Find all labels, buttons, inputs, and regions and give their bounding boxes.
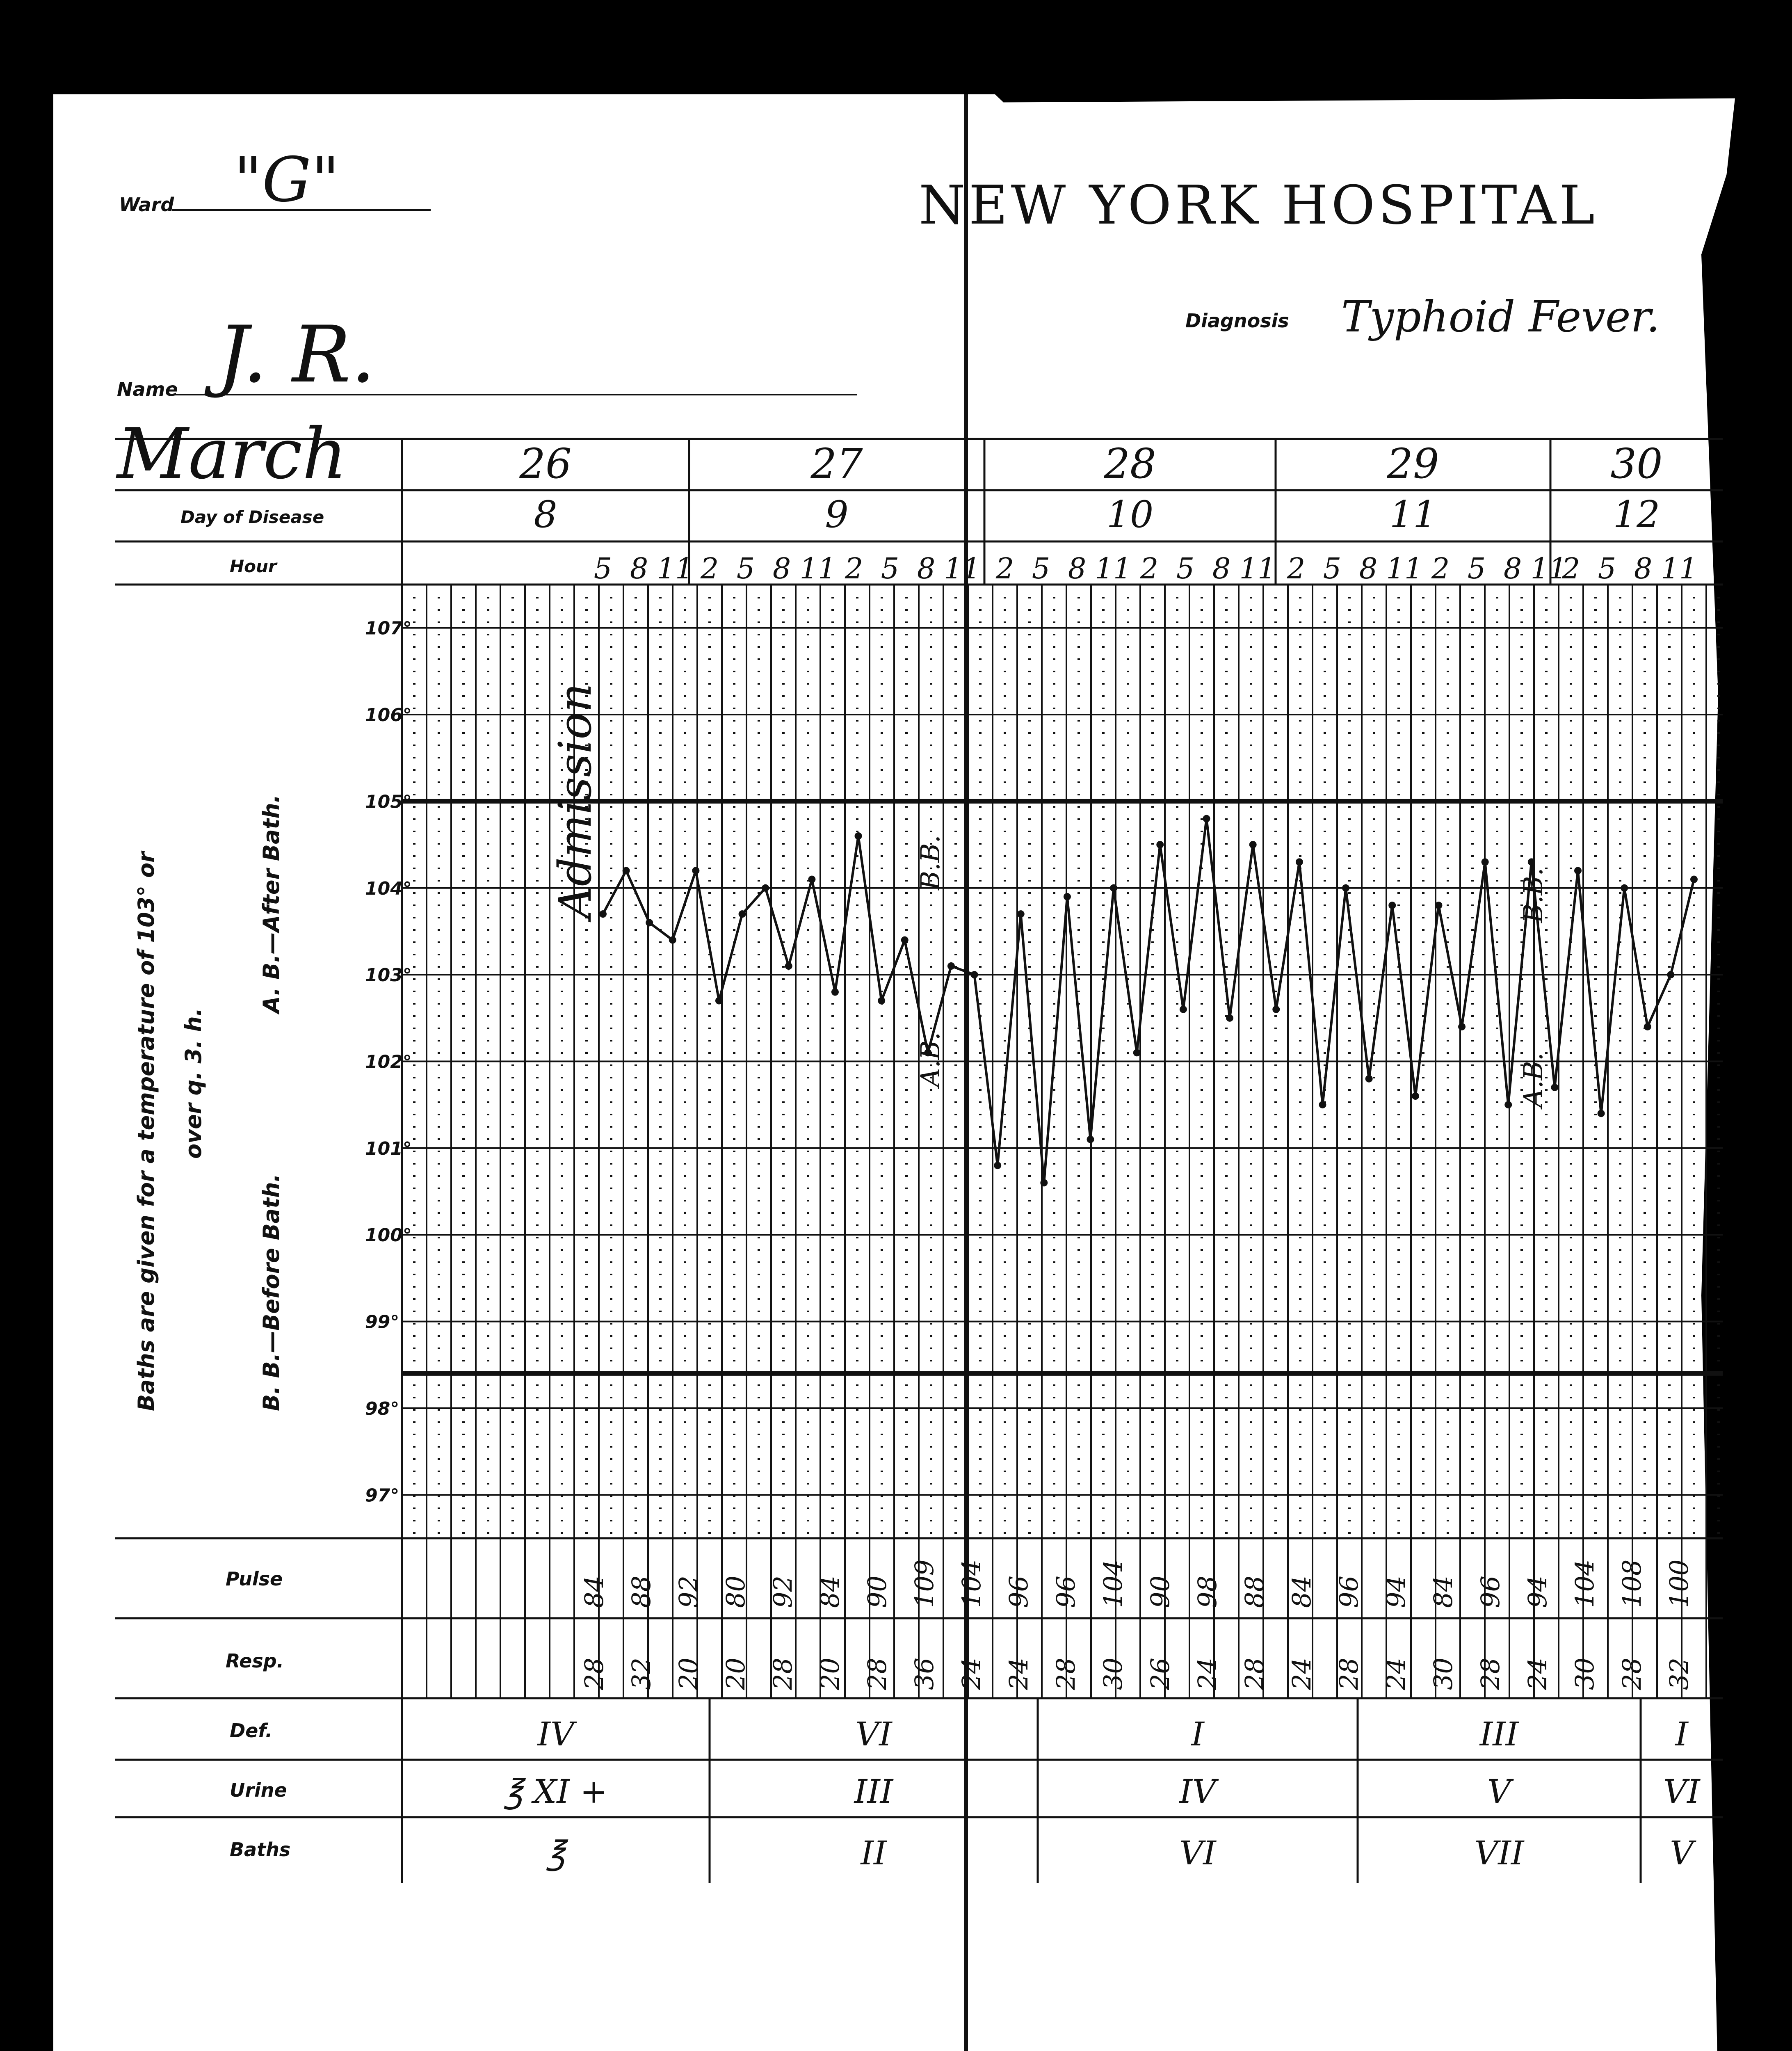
def-value: III (1479, 1715, 1519, 1753)
pulse-value: 96 (1051, 1576, 1081, 1608)
pulse-value: 94 (1523, 1576, 1552, 1608)
resp-value: 32 (1664, 1658, 1694, 1690)
temperature-point (1064, 893, 1071, 900)
day-of-disease-value: 12 (1613, 493, 1660, 536)
temperature-point (669, 936, 676, 944)
ward-value: "G" (234, 144, 340, 216)
resp-value: 24 (1287, 1658, 1317, 1690)
day-of-disease-value: 9 (825, 493, 849, 536)
urine-value: VI (1663, 1772, 1700, 1811)
temperature-point (646, 919, 653, 926)
resp-value: 30 (1428, 1658, 1458, 1690)
date-label: 27 (810, 440, 863, 488)
def-value: VI (855, 1715, 892, 1753)
day-of-disease-value: 10 (1106, 493, 1154, 536)
resp-value: 28 (1617, 1658, 1647, 1690)
hour-label: 5 (1032, 552, 1050, 585)
pulse-value: 100 (1664, 1559, 1694, 1608)
baths-value: V (1670, 1834, 1694, 1872)
hour-label: 5 (1598, 552, 1616, 585)
ward-label: Ward (119, 194, 174, 216)
pulse-value: 88 (1240, 1576, 1269, 1608)
pulse-value: 84 (579, 1576, 609, 1608)
pulse-value: 84 (1428, 1576, 1458, 1608)
pulse-value: 80 (721, 1576, 751, 1608)
resp-value: 28 (768, 1658, 798, 1690)
hour-label: 11 (799, 552, 836, 585)
day-of-disease-value: 8 (534, 493, 557, 536)
pulse-value: 92 (673, 1576, 703, 1608)
temperature-point (855, 832, 862, 840)
temp-axis-label: 98° (365, 1398, 399, 1419)
hour-label: 5 (736, 552, 755, 585)
hour-label: 5 (1323, 552, 1342, 585)
bath-annotation: B.B. (915, 835, 946, 890)
temperature-point (1458, 1023, 1466, 1030)
temperature-point (1040, 1179, 1048, 1186)
temperature-point (1667, 971, 1674, 978)
bath-annotation: A.B. (915, 1032, 946, 1087)
hour-label: 8 (1503, 552, 1522, 585)
temperature-point (1203, 815, 1210, 822)
bath-annotation: B.B. (1518, 868, 1549, 923)
pulse-value: 94 (1381, 1576, 1411, 1608)
bath-annotation: A.B. (1518, 1053, 1549, 1108)
hour-label: 5 (594, 552, 612, 585)
pulse-value: 96 (1334, 1576, 1364, 1608)
resp-value: 20 (673, 1658, 703, 1690)
hour-label: 8 (1068, 552, 1087, 585)
temperature-point (739, 910, 746, 918)
hospital-name: NEW YORK HOSPITAL (919, 174, 1598, 236)
temperature-point (808, 876, 815, 883)
baths-label: Baths (230, 1839, 291, 1861)
pulse-value: 96 (1004, 1576, 1034, 1608)
pulse-value: 108 (1617, 1559, 1647, 1608)
def-value: I (1675, 1715, 1688, 1753)
hour-label: 11 (657, 552, 694, 585)
temperature-point (1249, 841, 1257, 848)
temperature-point (623, 867, 630, 875)
legend-line2: over q. 3. h. (180, 1007, 206, 1159)
temperature-point (1133, 1049, 1141, 1056)
temp-axis-label: 103° (365, 965, 412, 986)
pulse-value: 104 (956, 1559, 986, 1608)
temp-axis-label: 106° (365, 705, 412, 726)
temperature-point (1504, 1101, 1512, 1108)
baths-value: II (861, 1834, 887, 1872)
hour-label: 2 (995, 552, 1014, 585)
pulse-value: 109 (909, 1559, 939, 1608)
hour-label: 11 (1530, 552, 1567, 585)
day-of-disease-value: 11 (1389, 493, 1437, 536)
pulse-value: 104 (1570, 1559, 1600, 1608)
hour-label: 8 (1212, 552, 1231, 585)
temperature-point (947, 962, 955, 970)
pulse-value: 92 (768, 1576, 798, 1608)
hour-label: 2 (1431, 552, 1450, 585)
resp-value: 28 (862, 1658, 892, 1690)
pulse-value: 84 (1287, 1576, 1317, 1608)
hour-label: 8 (772, 552, 791, 585)
pulse-value: 90 (1145, 1576, 1175, 1608)
day-of-disease-label: Day of Disease (180, 507, 324, 527)
diagnosis-label: Diagnosis (1185, 310, 1289, 332)
temperature-point (715, 997, 723, 1005)
hour-label: 2 (1140, 552, 1159, 585)
date-label: 29 (1387, 440, 1439, 488)
resp-value: 28 (1334, 1658, 1364, 1690)
temperature-point (1574, 867, 1582, 875)
hour-label: 2 (1561, 552, 1580, 585)
resp-value: 26 (1145, 1658, 1175, 1690)
temperature-point (1551, 1084, 1558, 1091)
temperature-point (1388, 902, 1396, 909)
temperature-point (1017, 910, 1025, 918)
temperature-point (1644, 1023, 1651, 1030)
temp-axis-label: 104° (365, 878, 412, 899)
hour-label: 2 (700, 552, 719, 585)
def-value: IV (537, 1715, 574, 1753)
temperature-point (785, 962, 792, 970)
temperature-point (1272, 1006, 1280, 1013)
resp-value: 30 (1570, 1658, 1600, 1690)
hour-label: 2 (845, 552, 863, 585)
hour-label: 8 (630, 552, 648, 585)
hour-label: 2 (1287, 552, 1306, 585)
month-label: March (117, 413, 347, 495)
resp-value: 28 (579, 1658, 609, 1690)
resp-value: 30 (1098, 1658, 1128, 1690)
hour-label: 5 (881, 552, 899, 585)
resp-value: 24 (1004, 1658, 1034, 1690)
temperature-point (1598, 1110, 1605, 1117)
temperature-point (1110, 884, 1117, 892)
temp-axis-label: 102° (365, 1051, 412, 1073)
temperature-point (1412, 1092, 1419, 1100)
urine-label: Urine (230, 1779, 287, 1801)
temperature-point (1087, 1136, 1094, 1143)
legend-line1: Baths are given for a temperature of 103° or (133, 852, 159, 1411)
hour-label: 8 (1359, 552, 1378, 585)
temp-axis-label: 101° (365, 1138, 412, 1159)
def-label: Def. (230, 1720, 273, 1742)
resp-value: 24 (1381, 1658, 1411, 1690)
hour-label: Hour (230, 556, 277, 576)
legend-ab: A. B.—After Bath. (258, 794, 284, 1013)
temperature-point (1342, 884, 1349, 892)
temp-axis-label: 99° (365, 1311, 399, 1333)
temperature-point (1156, 841, 1164, 848)
temperature-point (994, 1162, 1001, 1169)
temperature-point (1180, 1006, 1187, 1013)
temp-axis-label: 107° (365, 618, 412, 639)
date-label: 26 (519, 440, 572, 488)
pulse-value: 88 (626, 1576, 656, 1608)
resp-value: 28 (1475, 1658, 1505, 1690)
temperature-point (1435, 902, 1442, 909)
temperature-point (971, 971, 978, 978)
name-value: J. R. (217, 309, 376, 400)
urine-value: V (1487, 1772, 1511, 1811)
resp-value: 24 (1192, 1658, 1222, 1690)
resp-value: 24 (956, 1658, 986, 1690)
hour-label: 8 (917, 552, 936, 585)
resp-label: Resp. (226, 1650, 284, 1672)
temperature-point (1365, 1075, 1373, 1083)
pulse-value: 98 (1192, 1576, 1222, 1608)
temperature-point (1690, 876, 1698, 883)
temperature-point (692, 867, 699, 875)
temperature-point (762, 884, 769, 892)
resp-value: 20 (721, 1658, 751, 1690)
temperature-point (1528, 858, 1535, 866)
resp-value: 36 (909, 1658, 939, 1690)
legend-bb: B. B.—Before Bath. (258, 1174, 284, 1411)
temperature-point (1319, 1101, 1326, 1108)
diagnosis-value: Typhoid Fever. (1341, 292, 1660, 342)
temperature-point (1226, 1014, 1233, 1022)
urine-value: III (854, 1772, 893, 1811)
date-label: 28 (1104, 440, 1156, 488)
temperature-point (1621, 884, 1628, 892)
pulse-value: 104 (1098, 1559, 1128, 1608)
date-label: 30 (1610, 440, 1663, 488)
resp-value: 32 (626, 1658, 656, 1690)
hour-label: 11 (1386, 552, 1423, 585)
resp-value: 24 (1523, 1658, 1552, 1690)
name-label: Name (117, 378, 178, 400)
def-value: I (1191, 1715, 1204, 1753)
pulse-value: 96 (1475, 1576, 1505, 1608)
temp-axis-label: 97° (365, 1485, 399, 1506)
urine-value: IV (1179, 1772, 1216, 1811)
pulse-value: 90 (862, 1576, 892, 1608)
temperature-point (1296, 858, 1303, 866)
temp-axis-label: 100° (365, 1225, 412, 1246)
resp-value: 20 (815, 1658, 845, 1690)
pulse-value: 84 (815, 1576, 845, 1608)
hour-label: 5 (1467, 552, 1486, 585)
temperature-point (1482, 858, 1489, 866)
temperature-point (831, 988, 839, 996)
hour-label: 8 (1634, 552, 1653, 585)
temperature-point (901, 936, 909, 944)
temperature-point (878, 997, 885, 1005)
admission-note: Admission (549, 683, 601, 919)
temp-axis-label: 105° (365, 791, 412, 813)
baths-value: VII (1474, 1834, 1524, 1872)
pulse-label: Pulse (226, 1568, 283, 1590)
hour-label: 11 (1239, 552, 1276, 585)
hour-label: 11 (1095, 552, 1132, 585)
resp-value: 28 (1240, 1658, 1269, 1690)
resp-value: 28 (1051, 1658, 1081, 1690)
baths-value: VI (1179, 1834, 1216, 1872)
baths-value: ℥ (546, 1834, 566, 1872)
hour-label: 5 (1176, 552, 1195, 585)
hour-label: 11 (944, 552, 981, 585)
urine-value: ℥ XI + (504, 1772, 608, 1811)
hour-label: 11 (1661, 552, 1698, 585)
